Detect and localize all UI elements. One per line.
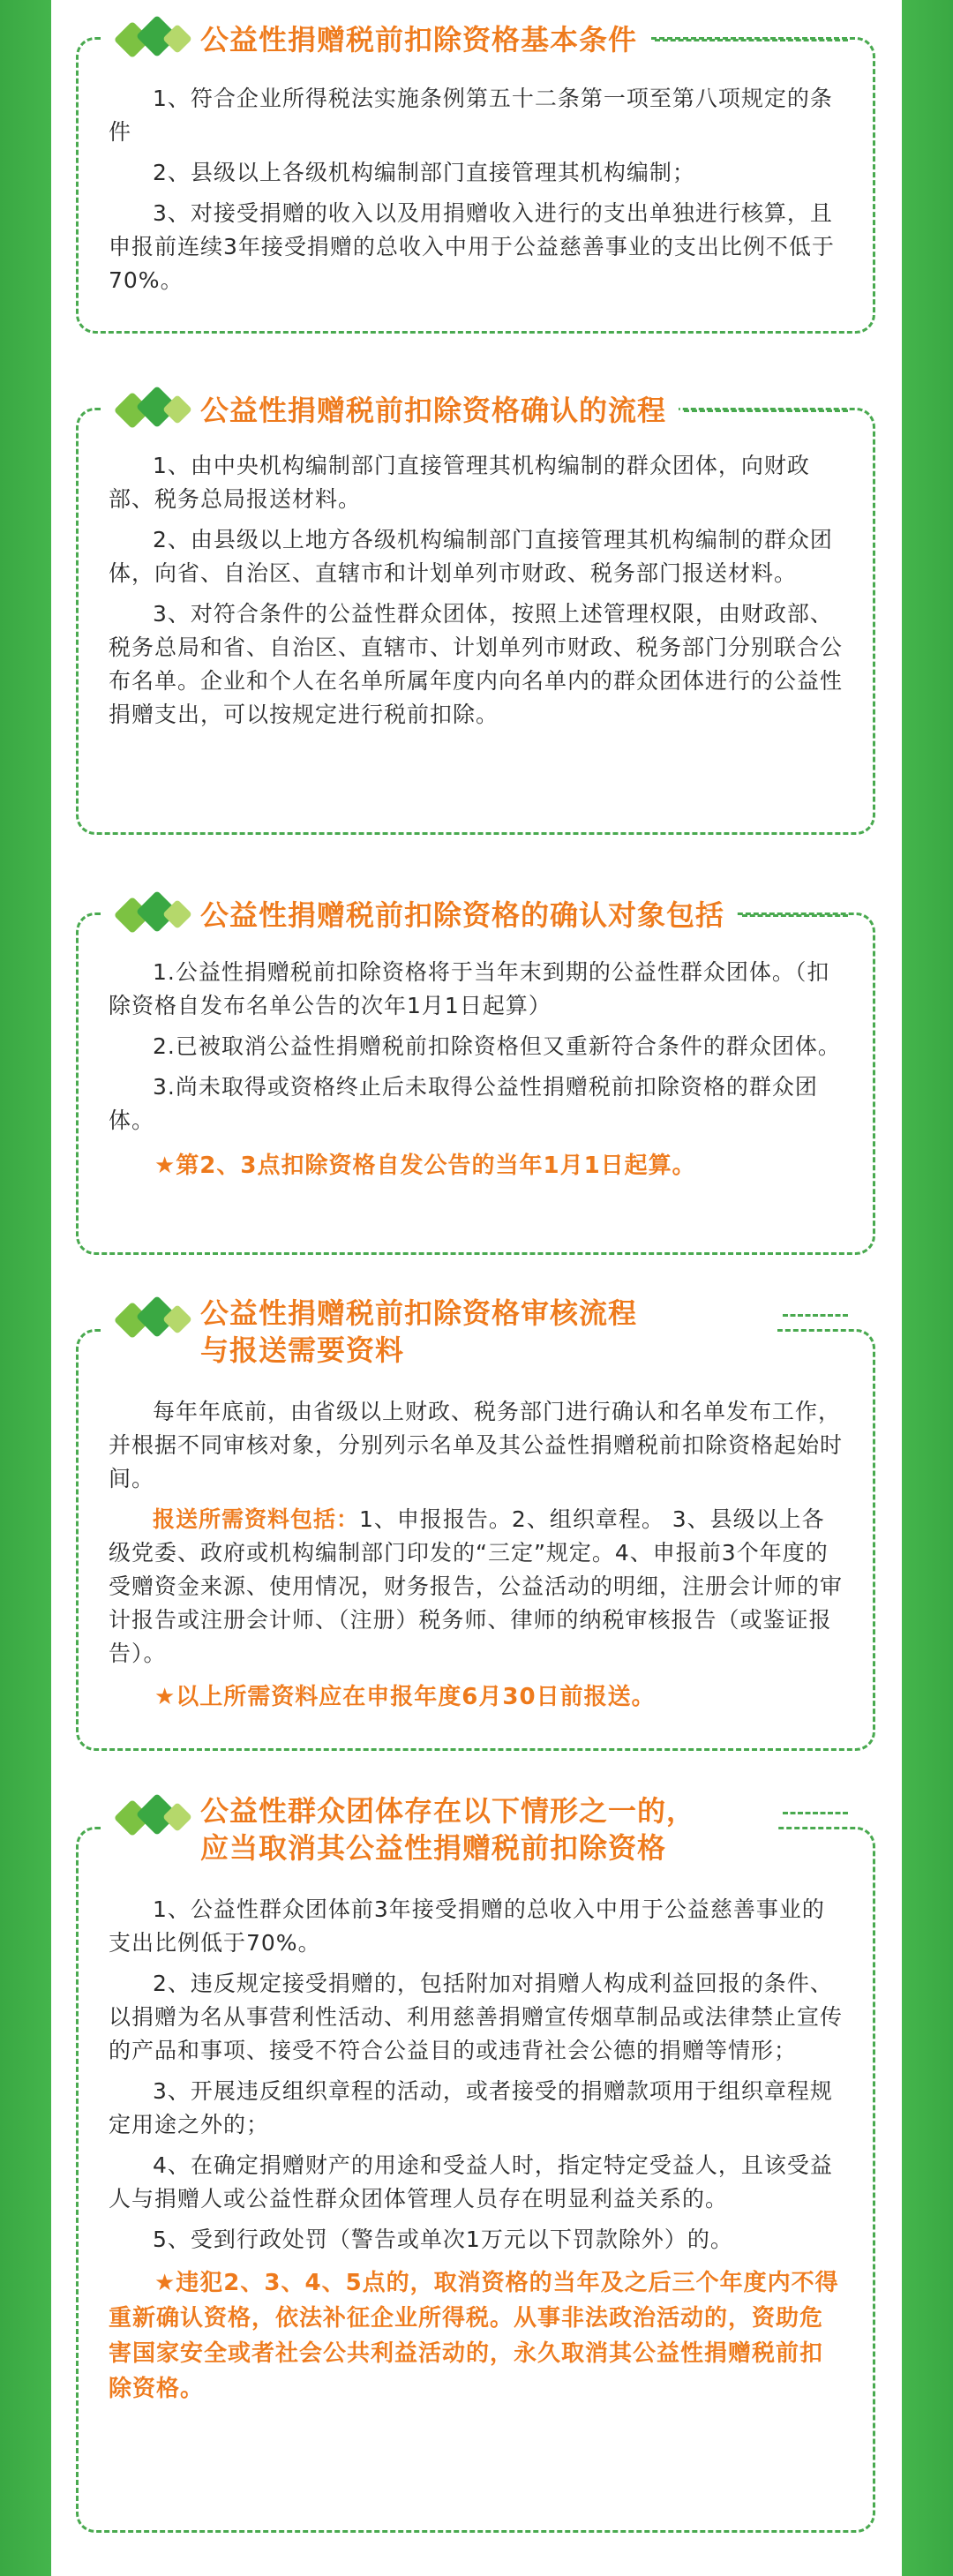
section-header	[103, 1792, 848, 1877]
paragraph: 1、公益性群众团体前3年接受捐赠的总收入中用于公益慈善事业的支出比例低于70%。	[109, 1896, 825, 1956]
materials-paragraph	[109, 1503, 843, 1671]
section-header	[103, 887, 848, 943]
left-green-border	[0, 0, 51, 2576]
section-header	[103, 11, 848, 68]
section-header	[103, 1295, 848, 1379]
right-green-border	[902, 0, 953, 2576]
paragraph: 1.公益性捐赠税前扣除资格将于当年末到期的公益性群众团体。（扣除资格自发布名单公告的次年1月1日起算）	[109, 959, 830, 1018]
diamond-ornament-icon	[103, 1295, 200, 1346]
paragraph: 1、由中央机构编制部门直接管理其机构编制的群众团体，向财政部、税务总局报送材料。	[109, 453, 810, 512]
section-title: 公益性捐赠税前扣除资格基本条件	[200, 23, 638, 56]
paragraph: 每年年底前，由省级以上财政、税务部门进行确认和名单发布工作，并根据不同审核对象，分别列示名单及其公益性捐赠税前扣除资格起始时间。	[109, 1399, 844, 1491]
paragraph: 3、对符合条件的公益性群众团体，按照上述管理权限，由财政部、税务总局和省、自治区、直辖市、计划单列市财政、税务部门分别联合公布名单。企业和个人在名单所属年度内向名单内的群众团体进行的公益性捐赠支出，可以按规定进行税前扣除。	[109, 601, 844, 727]
paragraph: 3.尚未取得或资格终止后未取得公益性捐赠税前扣除资格的群众团体。	[109, 1074, 818, 1133]
section-confirmation-targets	[76, 898, 875, 1255]
diamond-ornament-icon	[103, 14, 200, 65]
section-basic-conditions	[76, 23, 875, 334]
diamond-ornament-icon	[103, 890, 200, 941]
paragraph: 3、对接受捐赠的收入以及用捐赠收入进行的支出单独进行核算，且申报前连续3年接受捐赠的总收入中用于公益慈善事业的支出比例不低于70%。	[109, 200, 835, 293]
section-title: 公益性捐赠税前扣除资格审核流程 与报送需要资料	[200, 1296, 638, 1367]
paragraph: 2.已被取消公益性捐赠税前扣除资格但又重新符合条件的群众团体。	[153, 1033, 841, 1059]
paragraph: 2、违反规定接受捐赠的，包括附加对捐赠人构成利益回报的条件、以捐赠为名从事营利性活动、利用慈善捐赠宣传烟草制品或法律禁止宣传的产品和事项、接受不符合公益目的或违背社会公德的捐赠等情形；	[109, 1971, 844, 2063]
highlight-note: ★违犯2、3、4、5点的，取消资格的当年及之后三个年度内不得重新确认资格，依法补征企业所得税。从事非法政治活动的，资助危害国家安全或者社会公共利益活动的，永久取消其公益性捐赠税前扣除资格。	[109, 2270, 839, 2402]
materials-label: 报送所需资料包括：	[153, 1506, 360, 1532]
materials-text: 1、申报报告。2、组织章程。 3、县级以上各级党委、政府或机构编制部门印发的“三定”规定。4、申报前3个年度的受赠资金来源、使用情况，财务报告，公益活动的明细，注册会计师的审计报告或注册会计师、（注册）税务师、律师的纳税审核报告（或鉴证报告）。	[109, 1506, 844, 1666]
paragraph: 2、县级以上各级机构编制部门直接管理其机构编制；	[153, 160, 695, 185]
diamond-ornament-icon	[103, 385, 200, 436]
section-header	[103, 382, 848, 439]
section-title: 公益性群众团体存在以下情形之一的， 应当取消其公益性捐赠税前扣除资格	[200, 1794, 696, 1865]
paragraph: 1、符合企业所得税法实施条例第五十二条第一项至第八项规定的条件	[109, 86, 833, 145]
section-review-and-materials	[76, 1296, 875, 1751]
paragraph: 4、在确定捐赠财产的用途和受益人时，指定特定受益人，且该受益人与捐赠人或公益性群众团体管理人员存在明显利益关系的。	[109, 2152, 833, 2212]
section-confirmation-process	[76, 394, 875, 835]
paragraph: 3、开展违反组织章程的活动，或者接受的捐赠款项用于组织章程规定用途之外的；	[109, 2078, 833, 2137]
diamond-ornament-icon	[103, 1792, 200, 1844]
section-revocation-conditions	[76, 1794, 875, 2533]
highlight-note: ★第2、3点扣除资格自发公告的当年1月1日起算。	[154, 1153, 696, 1179]
paragraph: 2、由县级以上地方各级机构编制部门直接管理其机构编制的群众团体，向省、自治区、直辖市和计划单列市财政、税务部门报送材料。	[109, 527, 833, 586]
highlight-note: ★以上所需资料应在申报年度6月30日前报送。	[154, 1684, 656, 1710]
section-title: 公益性捐赠税前扣除资格的确认对象包括	[200, 898, 725, 932]
section-title: 公益性捐赠税前扣除资格确认的流程	[200, 394, 667, 427]
paragraph: 5、受到行政处罚（警告或单次1万元以下罚款除外）的。	[153, 2227, 733, 2252]
